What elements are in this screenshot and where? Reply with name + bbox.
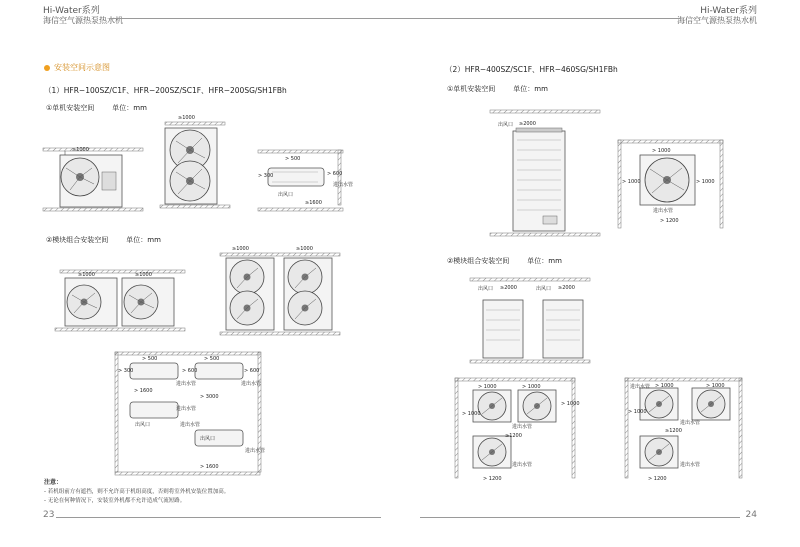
pipe-label: 进出水管: [630, 384, 651, 390]
header-left-title: Hi-Water系列: [43, 6, 100, 16]
left-single-unit-top: [258, 150, 353, 211]
dim-text: > 1000: [655, 383, 674, 389]
left-module-tall: [220, 246, 340, 335]
dim-text: ≥2000: [519, 121, 536, 127]
dim-text: > 1000: [706, 383, 725, 389]
dim-text: ≥1000: [178, 115, 195, 121]
pipe-label: 进出水管: [245, 448, 266, 454]
dim-text: > 1000: [696, 179, 715, 185]
right-model-line: （2）HFR−400SZ/SC1F、HFR−460SG/SH1FBh: [445, 65, 618, 74]
outlet-label: 出风口: [478, 286, 494, 292]
right-single-title: ①单机安装空间 单位：mm: [447, 85, 548, 93]
dim-text: ≥1200: [665, 428, 682, 434]
dim-text: > 1200: [648, 476, 667, 482]
dim-text: ≥1000: [296, 246, 313, 252]
dim-text: ≥1000: [135, 272, 152, 278]
outlet-label: 出风口: [536, 286, 552, 292]
left-single-unit-a: [43, 147, 143, 211]
dim-text: ≥1600: [305, 200, 322, 206]
dim-text: > 3000: [200, 394, 219, 400]
fan-icon: [61, 158, 99, 196]
header-left-subtitle: 海信空气源热泵热水机: [43, 16, 123, 25]
pipe-label: 进出水管: [512, 462, 533, 468]
dim-text: > 1000: [652, 148, 671, 154]
pipe-label: 进出水管: [180, 422, 201, 428]
outlet-label: 出风口: [135, 422, 151, 428]
dim-text: > 1200: [660, 218, 679, 224]
dim-text: > 1000: [522, 384, 541, 390]
dim-text: > 1600: [134, 388, 153, 394]
left-single-unit-b: [160, 115, 230, 208]
left-model-line: （1）HFR−100SZ/C1F、HFR−200SZ/SC1F、HFR−200SG/SH1FBh: [44, 86, 287, 95]
dim-text: > 1200: [483, 476, 502, 482]
dim-text: > 500: [142, 356, 158, 362]
note-item: - 若机组前方有遮挡，则不允许高于机组高度，否则将室外机安装位置加高。: [44, 489, 230, 495]
right-single-unit-front: [490, 110, 600, 236]
right-single-unit-top: [618, 140, 723, 228]
left-module-top: [115, 352, 265, 475]
pipe-label: 进出水管: [176, 381, 197, 387]
pipe-label: 进出水管: [512, 424, 533, 430]
notes: [44, 478, 229, 506]
footer-rule-left: [56, 517, 381, 518]
right-module-top-b: [625, 378, 742, 482]
left-module-title: ②模块组合安装空间 单位：mm: [46, 236, 161, 244]
dim-text: > 1000: [628, 409, 647, 415]
header-right-title: Hi-Water系列: [700, 6, 757, 16]
dim-text: > 1000: [462, 411, 481, 417]
dim-text: > 600: [182, 368, 198, 374]
dim-text: > 600: [244, 368, 260, 374]
pipe-label: 进出水管: [333, 182, 354, 188]
pipe-label: 进出水管: [653, 208, 674, 214]
left-module-side: [55, 270, 185, 331]
dim-text: > 300: [258, 173, 274, 179]
right-module-title: ②模块组合安装空间 单位：mm: [447, 257, 562, 265]
dim-text: > 600: [327, 171, 343, 177]
dim-text: > 1600: [200, 464, 219, 470]
left-single-title: ①单机安装空间 单位：mm: [46, 104, 147, 112]
dim-text: ≥1000: [232, 246, 249, 252]
page-number-left: 23: [43, 510, 55, 520]
note-item: - 无论在何种情况下，安装室外机都不允许造成气流短路。: [44, 498, 186, 504]
dim-text: > 1000: [478, 384, 497, 390]
header-right-subtitle: 海信空气源热泵热水机: [677, 16, 757, 25]
dim-text: ≥1200: [505, 433, 522, 439]
dim-text: ≥1000: [78, 272, 95, 278]
dim-text: > 1000: [622, 179, 641, 185]
outlet-label: 出风口: [200, 436, 216, 442]
right-module-top-a: [455, 378, 580, 482]
outlet-label: 出风口: [278, 192, 294, 198]
fan-icon: [170, 161, 210, 201]
pipe-label: 进出水管: [176, 406, 197, 412]
section-title: 安装空间示意图: [44, 62, 110, 73]
notes-title: 注意：: [44, 479, 63, 486]
right-module-front: [470, 278, 590, 363]
outlet-label: 出风口: [498, 122, 514, 128]
pipe-label: 进出水管: [680, 462, 701, 468]
footer-rule-right: [420, 517, 740, 518]
dim-text: ≥2000: [500, 285, 517, 291]
page-number-right: 24: [745, 510, 757, 520]
pipe-label: 进出水管: [680, 420, 701, 426]
dim-text: > 1000: [561, 401, 580, 407]
dim-text: > 500: [285, 156, 301, 162]
pipe-label: 进出水管: [241, 381, 262, 387]
dim-text: > 300: [118, 368, 134, 374]
dim-text: ≥1000: [72, 147, 89, 153]
dim-text: ≥2000: [558, 285, 575, 291]
dim-text: > 500: [204, 356, 220, 362]
